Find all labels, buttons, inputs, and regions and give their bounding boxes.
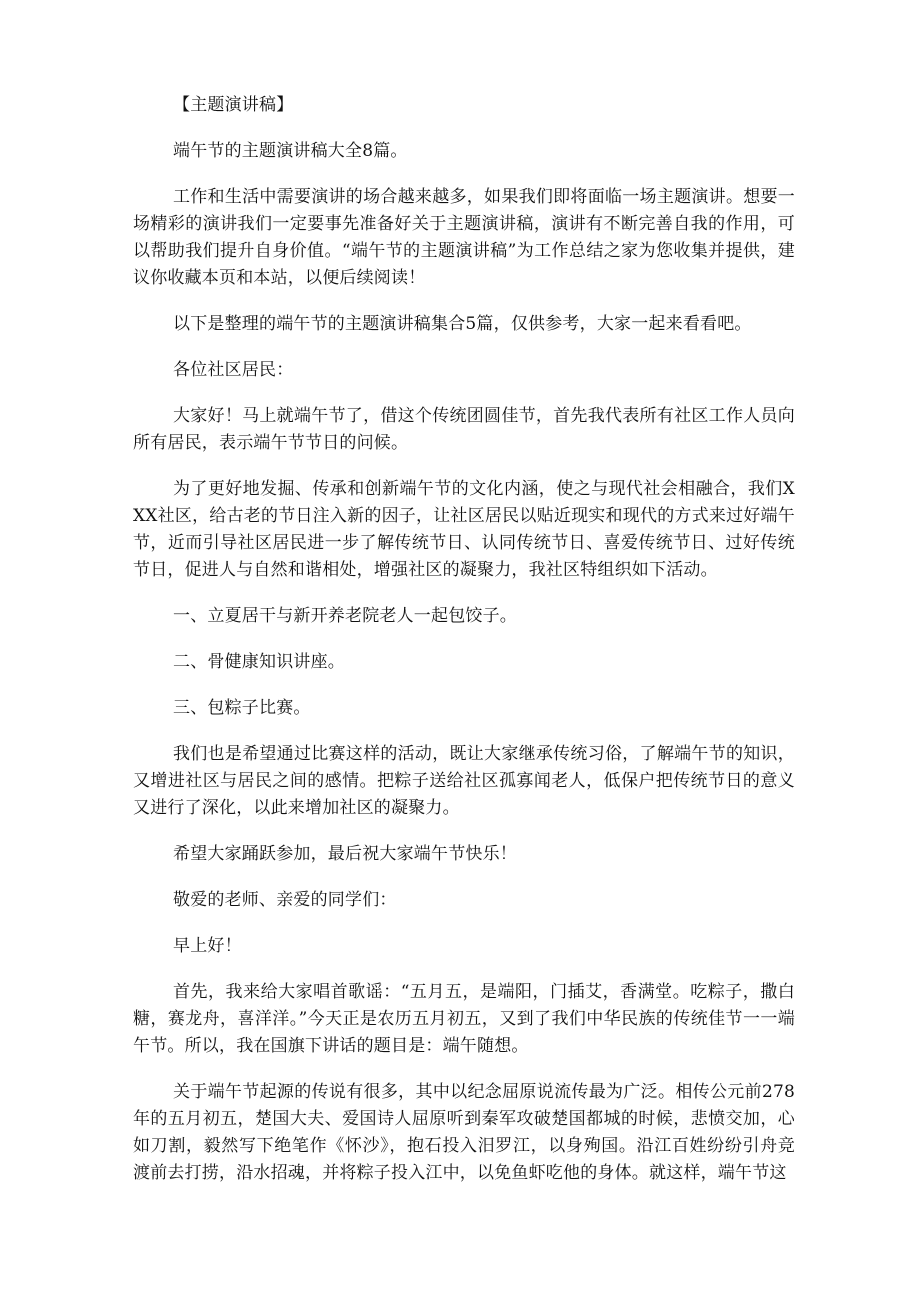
paragraph-song: 首先，我来给大家唱首歌谣：“五月五，是端阳，门插艾，香满堂。吃粽子，撒白糖，赛龙舟，喜洋洋。”今天正是农历五月初五，又到了我们中华民族的传统佳节一一端午节。所以，我在国旗下讲话的题目是：端午随想。: [133, 982, 795, 1056]
paragraph-greeting: 大家好！马上就端午节了，借这个传统团圆佳节，首先我代表所有社区工作人员向所有居民，表示端午节节日的问候。: [133, 406, 795, 453]
paragraph-preface: 工作和生活中需要演讲的场合越来越多，如果我们即将面临一场主题演讲。想要一场精彩的演讲我们一定要事先准备好关于主题演讲稿，演讲有不断完善自我的作用，可以帮助我们提升自身价值。“端午节的主题演讲稿”为工作总结之家为您收集并提供，建议你收藏本页和本站，以便后续阅读！: [133, 187, 795, 288]
list-item-activity-3: 三、包粽子比赛。: [173, 698, 311, 718]
paragraph-salutation-residents: 各位社区居民：: [173, 360, 294, 380]
document-page: [133, 92, 795, 1187]
paragraph-salutation-school: 敬爱的老师、亲爱的同学们：: [173, 890, 397, 910]
paragraph-good-morning: 早上好！: [173, 936, 242, 956]
paragraph-purpose: 为了更好地发掘、传承和创新端午节的文化内涵，使之与现代社会相融合，我们XXX社区，给古老的节日注入新的因子，让社区居民以贴近现实和现代的方式来过好端午节，近而引导社区居民进一步了解传统节日、认同传统节日、喜爱传统节日、过好传统节日，促进人与自然和谐相处，增强社区的凝聚力，我社区特组织如下活动。: [133, 479, 795, 580]
list-item-activity-1: 一、立夏居干与新开养老院老人一起包饺子。: [173, 606, 517, 626]
paragraph-collection-note: 以下是整理的端午节的主题演讲稿集合5篇，仅供参考，大家一起来看看吧。: [173, 314, 752, 334]
paragraph-activity-purpose: 我们也是希望通过比赛这样的活动，既让大家继承传统习俗，了解端午节的知识，又增进社区与居民之间的感情。把粽子送给社区孤寡闻老人，低保户把传统节日的意义又进行了深化，以此来增加社区的凝聚力。: [133, 744, 795, 818]
paragraph-origin: 关于端午节起源的传说有很多，其中以纪念屈原说流传最为广泛。相传公元前278年的五月初五，楚国大夫、爱国诗人屈原听到秦军攻破楚国都城的时候，悲愤交加，心如刀割，毅然写下绝笔作《怀沙》，抱石投入汨罗江，以身殉国。沿江百姓纷纷引舟竞渡前去打捞，沿水招魂，并将粽子投入江中，以免鱼虾吃他的身体。就这样，端午节这: [133, 1082, 795, 1183]
document-title: 【主题演讲稿】: [173, 95, 294, 115]
paragraph-closing-wish: 希望大家踊跃参加，最后祝大家端午节快乐！: [173, 844, 517, 864]
paragraph-intro: 端午节的主题演讲稿大全8篇。: [173, 141, 408, 161]
list-item-activity-2: 二、骨健康知识讲座。: [173, 652, 345, 672]
